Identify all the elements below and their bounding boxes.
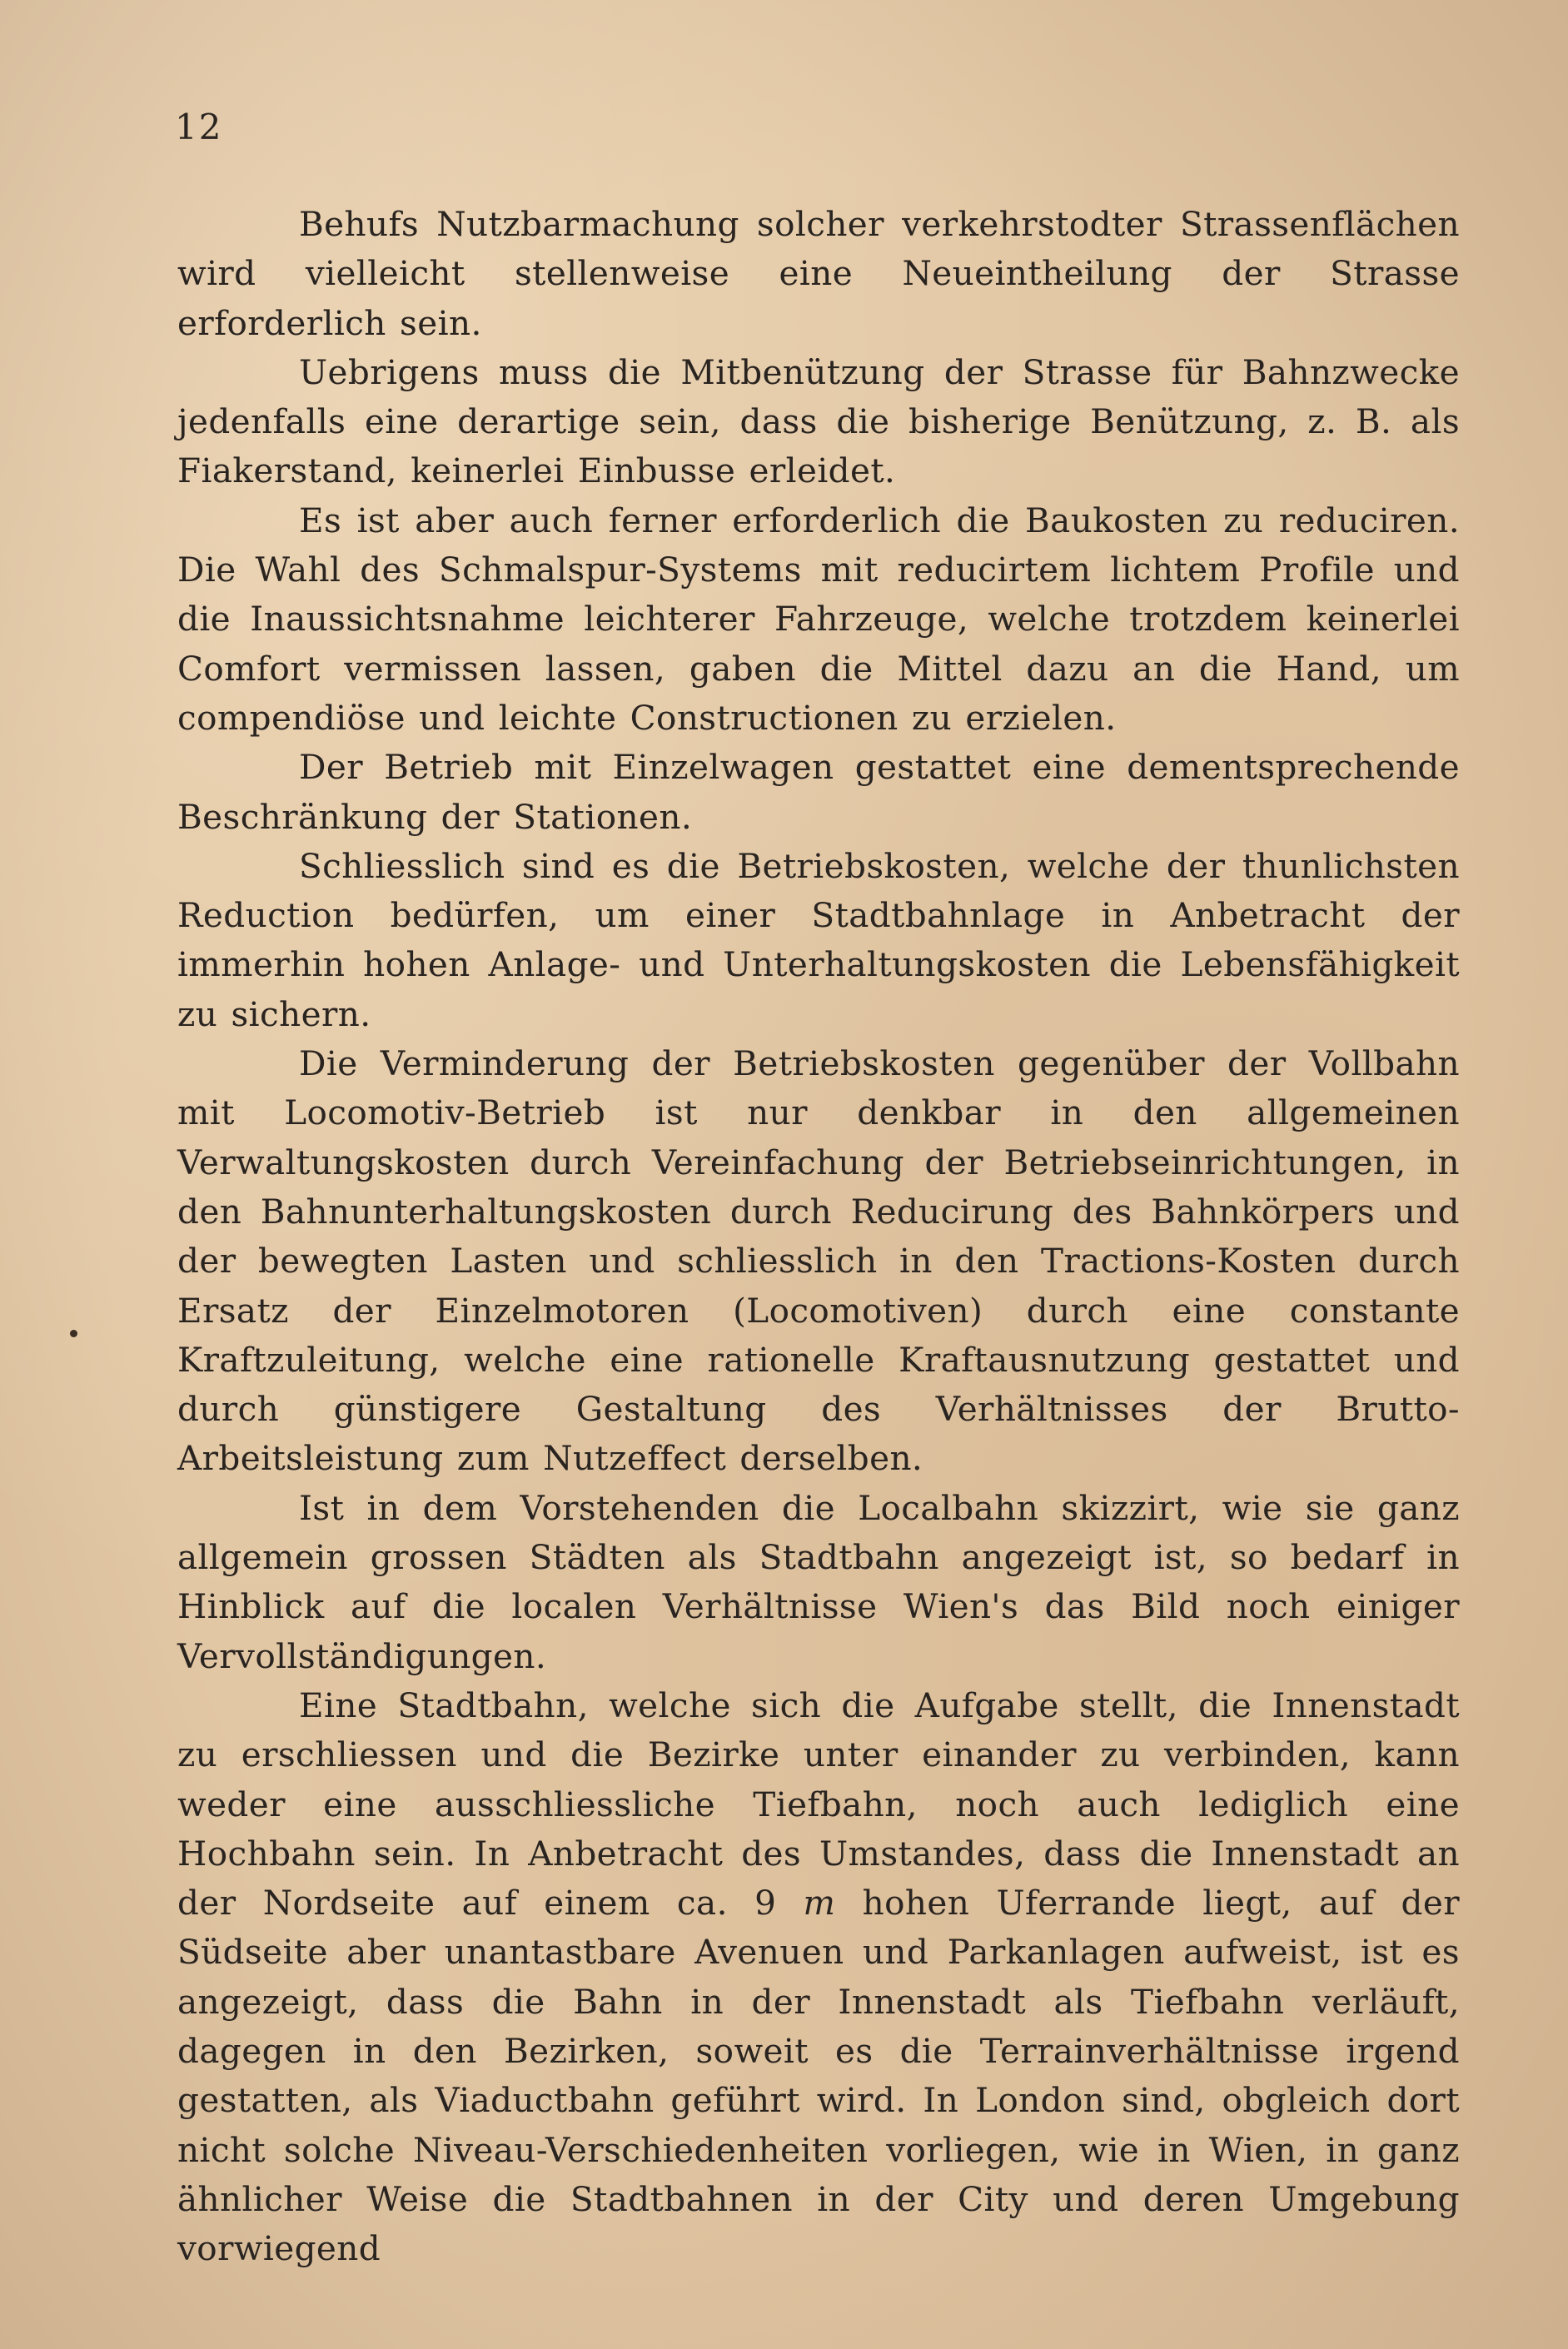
- page-number: 12: [175, 107, 223, 147]
- paragraph-3: Es ist aber auch ferner erforderlich die Baukosten zu reduciren. Die Wahl des Schmalspur-Systems mit reducirtem lichtem Profile und die Inaussichtsnahme leichterer Fahrzeuge, welche trotzdem keinerlei Comfort vermissen lassen, gaben die Mittel dazu an die Hand, um compendiöse und leichte Constructionen zu erzielen.: [177, 500, 1460, 738]
- paragraph-8-part-2: hohen Uferrande liegt, auf der Südseite aber unantastbare Avenuen und Parkanlagen aufweist, ist es angezeigt, dass die Bahn in der Innenstadt als Tiefbahn verläuft, dagegen in den Bezirken, soweit es die Terrainverhältnisse irgend gestatten, als Viaductbahn geführt wird. In London sind, obgleich dort nicht solche Niveau-Verschiedenheiten vorliegen, wie in Wien, in ganz ähnlicher Weise die Stadtbahnen in der City und deren Umgebung vorwiegend: [177, 1883, 1460, 2269]
- body-text: [177, 200, 1460, 2273]
- ink-speck: [70, 1330, 77, 1337]
- paragraph-1: Behufs Nutzbarmachung solcher verkehrstodter Strassenflächen wird vielleicht stellenweise eine Neueintheilung der Strasse erforderlich sein.: [177, 204, 1460, 343]
- paragraph-6: Die Verminderung der Betriebskosten gegenüber der Vollbahn mit Locomotiv-Betrieb ist nur denkbar in den allgemeinen Verwaltungskosten durch Vereinfachung der Betriebseinrichtungen, in den Bahnunterhaltungskosten durch Reducirung des Bahnkörpers und der bewegten Lasten und schliesslich in den Tractions-Kosten durch Ersatz der Einzelmotoren (Locomotiven) durch eine constante Kraftzuleitung, welche eine rationelle Kraftausnutzung gestattet und durch günstigere Gestaltung des Verhältnisses der Brutto-Arbeitsleistung zum Nutzeffect derselben.: [177, 1043, 1460, 1479]
- paragraph-5: Schliesslich sind es die Betriebskosten, welche der thunlichsten Reduction bedürfen, um einer Stadtbahnlage in Anbetracht der immerhin hohen Anlage- und Unterhaltungskosten die Lebensfähigkeit zu sichern.: [177, 845, 1460, 1034]
- paragraph-8: [177, 1681, 1460, 2274]
- paragraph-2: Uebrigens muss die Mitbenützung der Strasse für Bahnzwecke jedenfalls eine derartige sein, dass die bisherige Benützung, z. B. als Fiakerstand, keinerlei Einbusse erleidet.: [177, 351, 1460, 491]
- paragraph-4: Der Betrieb mit Einzelwagen gestattet eine dementsprechende Beschränkung der Stationen.: [177, 747, 1460, 837]
- paragraph-8-part-1: Eine Stadtbahn, welche sich die Aufgabe stellt, die Innenstadt zu erschliessen und die Bezirke unter einander zu verbinden, kann weder eine ausschliessliche Tiefbahn, noch auch lediglich eine Hochbahn sein. In Anbetracht des Umstandes, dass die Innenstadt an der Nordseite auf einem ca. 9: [177, 1685, 1460, 1923]
- unit-meter: m: [803, 1883, 836, 1923]
- paragraph-7: Ist in dem Vorstehenden die Localbahn skizzirt, wie sie ganz allgemein grossen Städten als Stadtbahn angezeigt ist, so bedarf in Hinblick auf die localen Verhältnisse Wien's das Bild noch einiger Vervollständigungen.: [177, 1487, 1460, 1676]
